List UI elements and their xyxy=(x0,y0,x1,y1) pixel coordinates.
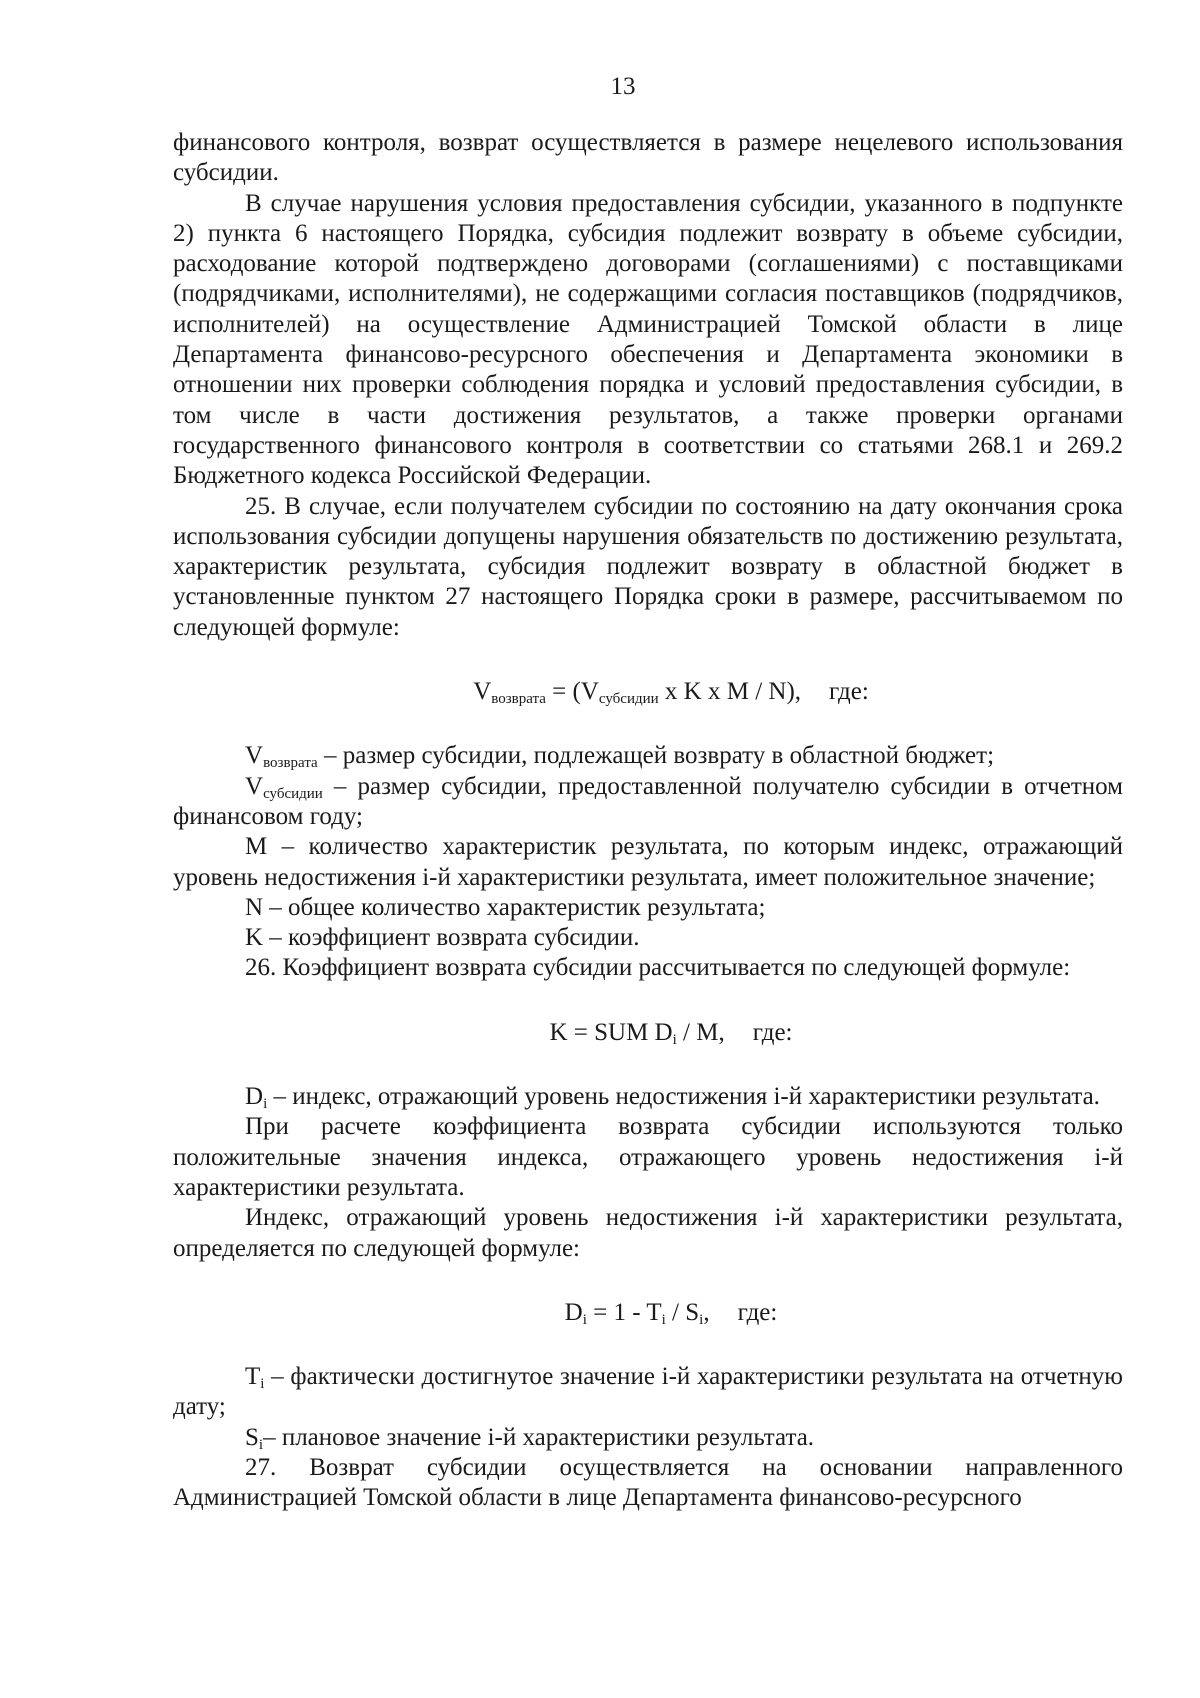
formula-v-return-subscript: возврата xyxy=(491,691,546,708)
page-number: 13 xyxy=(610,73,636,100)
def-v-return-symbol: V xyxy=(245,742,264,770)
paragraph-index-definition: Индекс, отражающий уровень недостижения i-й характеристики результата, определяется по следующей формуле: xyxy=(173,1204,1123,1262)
def-v-subsidy-symbol: V xyxy=(245,772,264,800)
formula2-rest: / M, xyxy=(676,1018,725,1046)
def-v-subsidy-text: – размер субсидии, предоставленной получателю субсидии в отчетном финансовом году; xyxy=(173,772,1123,830)
def-s-subscript: i xyxy=(258,1436,264,1453)
def-d-text: – индекс, отражающий уровень недостижения i-й характеристики результата. xyxy=(267,1083,1100,1111)
def-t-subscript: i xyxy=(260,1376,265,1393)
formula3-d-subscript: i xyxy=(582,1311,587,1328)
definition-m: M – количество характеристик результата, по которым индекс, отражающий уровень недостижения i-й характеристики результата, имеет положительное значение; xyxy=(173,833,1123,891)
def-v-return-text: – размер субсидии, подлежащей возврату в областной бюджет; xyxy=(317,742,995,770)
paragraph-violation-condition: В случае нарушения условия предоставления субсидии, указанного в подпункте 2) пункта 6 настоящего Порядка, субсидия подлежит возврату в объеме субсидии, расходование которой подтверждено договорами (соглашениями) с поставщиками (подрядчиками, исполнителями), не содержащими согласия поставщиков (подрядчиков, исполнителей) на осуществление Администрацией Томской области в лице Департамента финансово-ресурсного обеспечения и Департамента экономики в отношении них проверки соблюдения порядка и условий предоставления субсидии, в том числе в части достижения результатов, а также проверки органами государственного финансового контроля в соответствии со статьями 268.1 и 269.2 Бюджетного кодекса Российской Федерации. xyxy=(173,189,1123,490)
paragraph-27: 27. Возврат субсидии осуществляется на основании направленного Администрацией Томской области в лице Департамента финансово-ресурсного xyxy=(173,1453,1123,1512)
definition-v-return xyxy=(173,741,1123,771)
formula2-lhs: K = SUM D xyxy=(549,1018,673,1046)
formula3-where: где: xyxy=(737,1298,778,1326)
def-s-text: – плановое значение i-й характеристики результата. xyxy=(263,1423,815,1451)
document-body xyxy=(173,128,1123,1514)
formula2-subscript: i xyxy=(672,1031,677,1048)
formula-eq-open: = (V xyxy=(545,678,599,706)
def-t-symbol: T xyxy=(245,1363,261,1391)
def-d-symbol: D xyxy=(245,1083,264,1111)
def-d-subscript: i xyxy=(263,1096,268,1113)
def-s-symbol: S xyxy=(245,1423,259,1451)
paragraph-26: 26. Коэффициент возврата субсидии рассчитывается по следующей формуле: xyxy=(245,954,1071,982)
definition-k: K – коэффициент возврата субсидии. xyxy=(245,924,640,952)
formula3-t-subscript: i xyxy=(661,1311,666,1328)
paragraph-25: 25. В случае, если получателем субсидии по состоянию на дату окончания срока использования субсидии допущены нарушения обязательств по достижению результата, характеристик результата, субсидия подлежит возврату в областной бюджет в установленные пунктом 27 настоящего Порядка сроки в размере, рассчитываемом по следующей формуле: xyxy=(173,492,1123,641)
def-v-return-subscript: возврата xyxy=(263,755,318,772)
formula-return-amount xyxy=(173,677,1123,707)
definition-d xyxy=(173,1082,1123,1112)
def-v-subsidy-subscript: субсидии xyxy=(263,785,323,802)
formula3-s-subscript: i xyxy=(699,1311,704,1328)
definition-t xyxy=(173,1362,1123,1423)
formula3-mid: = 1 - T xyxy=(586,1298,662,1326)
definition-v-subsidy xyxy=(173,772,1123,833)
formula-v-symbol: V xyxy=(473,678,492,706)
formula3-end: , xyxy=(703,1298,710,1326)
formula-v-subsidy-subscript: субсидии xyxy=(598,691,659,708)
formula-rest: x K x M / N), xyxy=(658,678,802,706)
formula-index xyxy=(173,1298,1123,1328)
def-t-text: – фактически достигнутое значение i-й характеристики результата на отчетную дату; xyxy=(173,1363,1123,1421)
formula2-where: где: xyxy=(752,1018,793,1046)
definition-n: N – общее количество характеристик результата; xyxy=(245,893,766,921)
formula-coefficient xyxy=(173,1018,1123,1048)
formula3-d: D xyxy=(564,1298,583,1326)
paragraph-continuation: финансового контроля, возврат осуществляется в размере нецелевого использования субсидии. xyxy=(173,129,1123,187)
formula3-slash: / S xyxy=(665,1298,700,1326)
formula-where: где: xyxy=(829,678,869,706)
definition-s xyxy=(173,1423,1123,1453)
paragraph-positive-values: При расчете коэффициента возврата субсидии используются только положительные значения индекса, отражающего уровень недостижения i-й характеристики результата. xyxy=(173,1113,1123,1201)
